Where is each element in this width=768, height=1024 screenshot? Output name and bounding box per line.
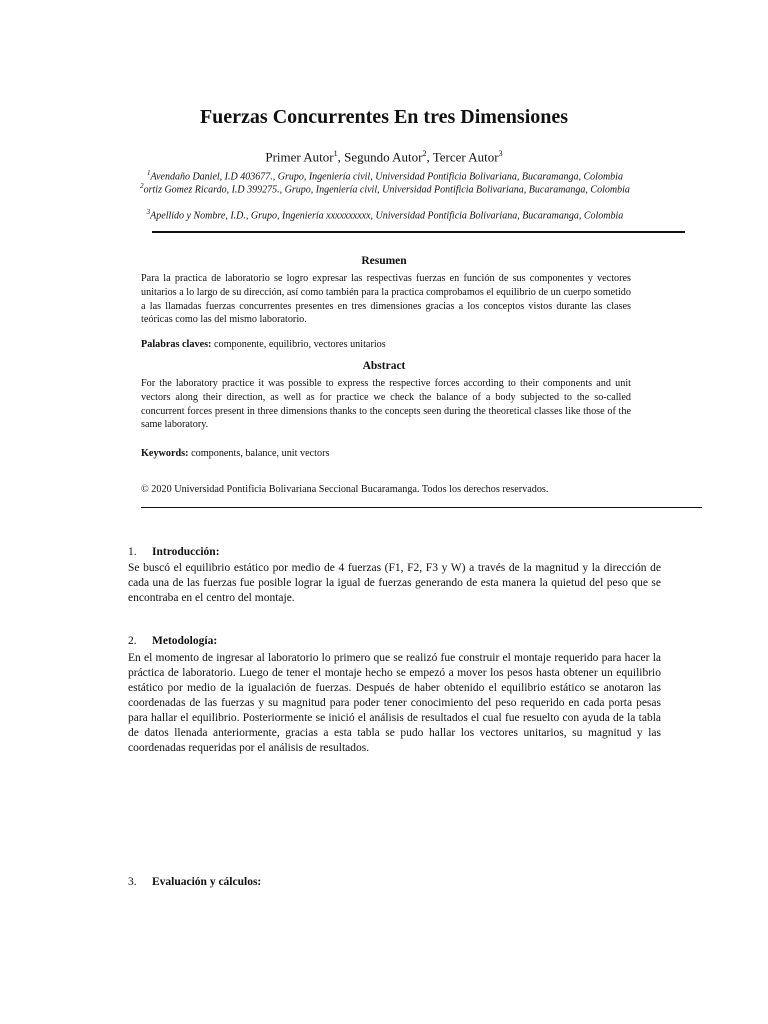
resumen-text: Para la practica de laboratorio se logro expresar las respectivas fuerzas en función de sus componentes y vectores unitarios a lo largo de su dirección, así como también para la practica comprobamos el equilibrio de un cuerpo sometido a las llamadas fuerzas concurrentes presentes en tres dimensiones gracias a los conceptos vistos durante las clases teóricas como las del mismo laboratorio.	[141, 273, 631, 326]
resumen-keywords-text: componente, equilibrio, vectores unitarios	[211, 339, 386, 350]
affiliation-3-sup: 3	[146, 208, 151, 216]
author-3-sup: 3	[498, 149, 503, 158]
author-2-sup: 2	[422, 149, 427, 158]
resumen-keywords-label: Palabras claves:	[141, 339, 212, 350]
section-2-title: Metodología:	[152, 635, 218, 647]
affiliation-2	[125, 180, 645, 196]
abstract-keywords-label: Keywords:	[141, 448, 189, 459]
section-2-body: En el momento de ingresar al laboratorio lo primero que se realizó fue construir el montaje requerido para hacer la práctica de laboratorio. Luego de tener el montaje hecho se empezó a mover los pesos hasta obtener un equilibrio estático por medio de la igualación de fuerzas. Después de haber obtenido el equilibrio estático se anotaron las coordenadas de las fuerzas y su magnitud para poder tener conocimiento del peso requerido en cada porta pesas para hallar el equilibrio. Posteriormente se inició el análisis de resultados el cual fue resuelto con ayuda de la tabla de datos llenada anteriormente, gracias a esta tabla se pudo hallar los vectores unitarios, su magnitud y las coordenadas requeridas por el análisis de resultados.	[128, 652, 661, 754]
section-1-body: Se buscó el equilibrio estático por medio de 4 fuerzas (F1, F2, F3 y W) a través de la magnitud y la dirección de cada una de las fuerzas fue posible lograr la igual de fuerzas generando de esta manera la quietud del peso que se encontraba en el centro del montaje.	[128, 562, 661, 604]
author-1: Primer Autor	[265, 149, 334, 165]
section-1-number: 1.	[128, 546, 137, 558]
section-3-title: Evaluación y cálculos:	[152, 876, 262, 888]
abstract-heading: Abstract	[362, 360, 406, 372]
resumen-heading: Resumen	[361, 255, 407, 267]
author-1-sup: 1	[333, 149, 338, 158]
section-2-heading	[128, 635, 217, 647]
affiliation-1-sup: 1	[147, 169, 151, 177]
affiliation-2-text: ortiz Gomez Ricardo, I.D 399275., Grupo, Ingeniería civil, Universidad Pontificia Bolivariana, Bucaramanga, Colombia	[143, 184, 630, 196]
author-3: Tercer Autor	[432, 149, 499, 165]
section-1-title: Introducción:	[152, 546, 220, 558]
section-3-heading	[128, 876, 261, 888]
abstract-divider	[141, 507, 702, 508]
abstract-text: For the laboratory practice it was possible to express the respective forces according to their components and unit vectors along their direction, as well as for practice we check the balance of a body subjected to the so-called concurrent forces present in three dimensions thanks to the concepts seen during the theoretical classes like those of the same laboratory.	[141, 378, 631, 431]
paper-title: Fuerzas Concurrentes En tres Dimensiones	[199, 106, 569, 128]
affiliation-3-text: Apellido y Nombre, I.D., Grupo, Ingeniería xxxxxxxxxx, Universidad Pontificia Bolivariana, Bucaramanga, Colombia	[150, 210, 624, 222]
section-1-heading	[128, 546, 220, 558]
affiliation-1-text: Avendaño Daniel, I.D 403677., Grupo, Ingeniería civil, Universidad Pontificia Bolivariana, Bucaramanga, Colombia	[150, 171, 623, 183]
resumen-keywords	[141, 339, 631, 350]
abstract-keywords	[141, 448, 631, 459]
author-2: Segundo Autor	[344, 149, 423, 165]
section-3-number: 3.	[128, 876, 137, 888]
copyright-notice: © 2020 Universidad Pontificia Bolivariana Seccional Bucaramanga. Todos los derechos reservados.	[141, 484, 549, 495]
header-divider	[152, 231, 685, 233]
author-line: Primer Autor$^1$, Segundo Autor$^2$, Tercer Autor$^3$	[265, 149, 503, 165]
section-2-number: 2.	[128, 635, 137, 647]
affiliation-3	[110, 206, 660, 222]
affiliation-2-sup: 2	[140, 182, 144, 190]
abstract-keywords-text: components, balance, unit vectors	[188, 448, 330, 459]
